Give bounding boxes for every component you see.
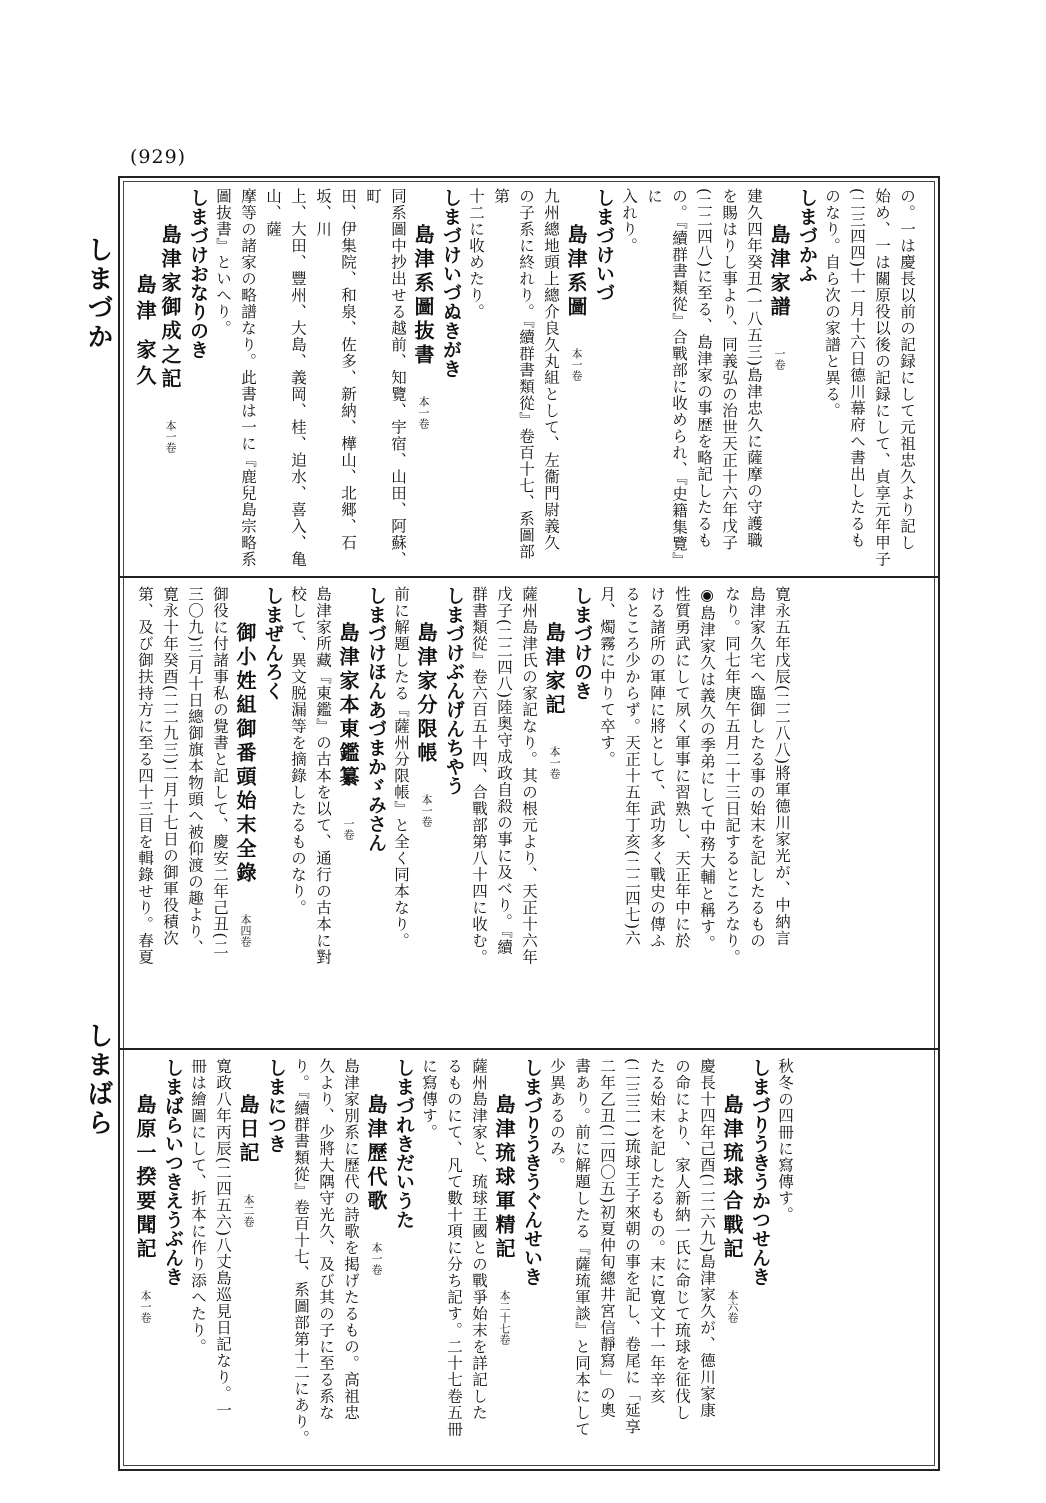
margin-head-bottom: しまばら — [83, 1022, 113, 1138]
text-run: 島津家久宅へ臨御したる事の始末を記したるもの — [748, 586, 766, 949]
text-column — [694, 1058, 719, 1460]
text-column — [894, 188, 919, 568]
text-column — [616, 188, 641, 568]
text-run: しまにつき — [265, 1058, 287, 1153]
entry-reading — [438, 188, 463, 568]
text-run: しまづけおなりのき — [187, 188, 209, 359]
text-column — [360, 188, 410, 568]
text-run: 寛政八年丙辰(二四五六)八丈島巡見日記なり。一 — [214, 1058, 232, 1419]
tier-divider-1 — [118, 576, 940, 578]
text-column — [691, 188, 716, 568]
text-run: に寫傳す。 — [420, 1058, 438, 1141]
text-column — [488, 188, 538, 568]
text-column — [157, 586, 182, 1040]
text-column — [516, 586, 541, 1040]
volume-count: 本一卷 — [370, 1242, 383, 1275]
text-column — [819, 188, 844, 568]
text-run: 九州總地頭上總介良久丸組として、左衞門尉義久 — [542, 188, 560, 551]
entry-reading — [260, 586, 285, 1040]
text-run: しまづけいづぬきがき — [440, 188, 462, 378]
text-run: 御役に付諸事私の覺書と記して、慶安二年己丑(二 — [211, 586, 229, 957]
text-run: しまづりうきうかつせんき — [749, 1058, 771, 1286]
tier-divider-2 — [118, 1048, 940, 1050]
text-run: 島津家別系に歷代の詩歌を掲げたるもの。高祖忠 — [342, 1058, 360, 1421]
text-run: を賜はりし事より、同義弘の治世天正十六年戊子 — [720, 188, 738, 551]
entry-title-text: 島津家譜 — [767, 224, 791, 320]
entry-title — [232, 586, 258, 1040]
text-run: 同系圖中抄出せる越前、知覽、宇宿、山田、阿蘇、町 — [364, 188, 407, 568]
text-column — [441, 1058, 466, 1460]
entry-title-text: 島津家本東鑑纂 — [336, 622, 360, 790]
margin-head-top: しまづか — [83, 236, 113, 352]
volume-count: 本一卷 — [420, 794, 433, 827]
text-run: 久より、少將大隅守光久、及び其の子に至る系な — [317, 1058, 335, 1421]
text-run: しまづれきだいうた — [393, 1058, 415, 1229]
text-column — [619, 586, 644, 1040]
text-run: しまぜんろく — [262, 586, 284, 700]
entry-title-text: 島津家分限帳 — [414, 622, 438, 766]
text-run: 摩等の諸家の略譜なり。此書は一に『鹿兒島宗略系 — [239, 188, 257, 568]
entry-reading — [391, 1058, 416, 1460]
text-run: しまづけいづ — [593, 188, 615, 302]
text-run: の子系に終れり。『續群書類從』卷百十七、系圖部第 — [492, 188, 535, 560]
text-run: 性質勇武にして夙く軍事に習熟し、天正年中に於 — [673, 586, 691, 949]
entry-title-text: 島日記 — [236, 1094, 260, 1166]
text-run: しまづけほんあづまかゞみさん — [365, 586, 387, 852]
text-run: 前に解題したる『薩州分限帳』と全く同本なり。 — [392, 586, 410, 949]
text-column — [285, 586, 310, 1040]
text-run: 薩州島津家と、琉球王國との戰爭始末を詳記した — [470, 1058, 488, 1421]
text-run: 島津家所藏『東鑑』の古本を以て、通行の古本に對 — [314, 586, 332, 966]
text-column — [466, 586, 491, 1040]
text-run: 秋冬の四冊に寫傳す。 — [776, 1058, 794, 1223]
text-run: 冊は繪圖にして、折本に作り添へたり。 — [189, 1058, 207, 1355]
text-run: 薩州島津氏の家記なり。其の根元より、天正十六年 — [520, 586, 538, 966]
text-column — [463, 188, 488, 568]
entry-reading — [185, 188, 210, 568]
volume-count: 本四卷 — [239, 914, 252, 947]
text-column — [641, 188, 691, 568]
text-column — [569, 1058, 594, 1460]
text-column — [235, 188, 260, 568]
entry-title-text: 島津家御成之記 — [158, 224, 182, 392]
text-run: 書あり。前に解題したる『薩琉軍談』と同本にして — [573, 1058, 591, 1438]
text-column — [182, 586, 207, 1040]
entry-title — [563, 188, 589, 568]
entry-title-text: 島津系圖 — [564, 224, 588, 320]
text-column — [769, 586, 794, 1040]
text-run: るところ少からず。天正十五年丁亥(二二四七)六 — [623, 586, 641, 947]
text-run: のなり。自ら次の家譜と異る。 — [823, 188, 841, 419]
text-column — [741, 188, 766, 568]
text-column — [210, 188, 235, 568]
entry-title — [132, 188, 183, 568]
text-run: なり。同七年庚午五月二十三日記するところなり。 — [723, 586, 741, 966]
text-column — [491, 586, 516, 1040]
text-column — [338, 1058, 363, 1460]
text-column — [694, 586, 719, 1040]
text-run: 二年乙丑(二四〇五)初夏仲旬總井宮信靜寫」の奧 — [598, 1058, 616, 1419]
volume-count: 本二卷 — [242, 1194, 255, 1227]
tier-2-columns — [132, 586, 794, 1040]
text-column — [744, 586, 769, 1040]
text-column — [310, 188, 360, 568]
entry-title-text: 島津歷代歌 — [364, 1094, 388, 1214]
entry-title-text: 島津家記 — [542, 622, 566, 718]
text-run: の命により、家人新納一氏に命じて琉球を征伐し — [673, 1058, 691, 1421]
text-column — [644, 1058, 669, 1460]
text-run: 圖抜書』といへり。 — [214, 188, 232, 337]
text-column — [210, 1058, 235, 1460]
text-column — [466, 1058, 491, 1460]
volume-count: 一卷 — [342, 818, 355, 840]
entry-title-text: 島原一揆要聞記 — [133, 1094, 157, 1262]
entry-reading — [441, 586, 466, 1040]
text-run: たる始末を記したるもの。末に寛文十一年辛亥 — [648, 1058, 666, 1405]
tier-1 — [124, 182, 934, 574]
entry-reading — [263, 1058, 288, 1460]
entry-title — [541, 586, 567, 1040]
text-column — [416, 1058, 441, 1460]
text-run: ◉島津家久は義久の季弟にして中務大輔と稱す。 — [698, 586, 716, 952]
text-column — [185, 1058, 210, 1460]
text-run: 慶長十四年己酉(二二六九)島津家久が、德川家康 — [698, 1058, 716, 1419]
text-run: (二三三一)琉球王子來朝の事を記し、卷尾に「延享 — [623, 1058, 641, 1436]
entry-reading — [591, 188, 616, 568]
volume-count: 本一卷 — [164, 420, 177, 453]
text-column — [594, 1058, 619, 1460]
text-run: 月、燭霧に中りて卒す。 — [598, 586, 616, 768]
text-run: 校して、異文脱漏等を摘錄したるものなり。 — [289, 586, 307, 916]
text-run: しまづけのき — [571, 586, 593, 700]
text-column — [772, 1058, 797, 1460]
text-column — [669, 586, 694, 1040]
text-column — [619, 1058, 644, 1460]
text-run: 入れり。 — [620, 188, 638, 254]
entry-title-text: 御小姓組御番頭始末全錄 — [233, 622, 257, 886]
text-run: しまばらいつきえうぶんき — [162, 1058, 184, 1286]
text-run: (二三四四)十一月十六日德川幕府へ書出したるも — [848, 188, 866, 549]
text-column — [538, 188, 563, 568]
text-column — [844, 188, 869, 568]
text-column — [869, 188, 894, 568]
text-run: 建久四年癸丑(一八五三)島津忠久に薩摩の守護職 — [745, 188, 763, 549]
entry-title — [766, 188, 792, 568]
tier-3 — [124, 1052, 934, 1466]
text-run: ける諸所の軍陣に將として、武功多く戰史の傳ふ — [648, 586, 666, 949]
text-column — [544, 1058, 569, 1460]
entry-reading — [794, 188, 819, 568]
text-column — [310, 586, 335, 1040]
entry-reading — [160, 1058, 185, 1460]
volume-count: 本一卷 — [548, 746, 561, 779]
tier-3-columns — [132, 1058, 797, 1460]
entry-title — [491, 1058, 517, 1460]
text-run: しまづかふ — [796, 188, 818, 283]
entry-title — [413, 586, 439, 1040]
page-number: (929) — [130, 146, 187, 168]
author-name: 島津 家久 — [133, 274, 157, 391]
text-run: の。一は慶長以前の記録にして元祖忠久より記し — [898, 188, 916, 551]
volume-count: 本一卷 — [417, 396, 430, 429]
volume-count: 本二十七卷 — [498, 1290, 511, 1345]
text-column — [388, 586, 413, 1040]
text-column — [260, 188, 310, 568]
tier-1-columns — [132, 188, 919, 568]
text-column — [669, 1058, 694, 1460]
text-run: るものにて、凡て數十項に分ち記す。二十七卷五冊 — [445, 1058, 463, 1438]
entry-title — [335, 586, 361, 1040]
text-column — [132, 586, 157, 1040]
entry-reading — [363, 586, 388, 1040]
text-column — [288, 1058, 313, 1460]
text-column — [719, 586, 744, 1040]
entry-title — [410, 188, 436, 568]
text-run: の。『續群書類從』合戰部に收められ、『史籍集覽』に — [645, 188, 688, 561]
text-run: り。『續群書類從』卷百十七、系圖部第十二にあり。 — [292, 1058, 310, 1447]
tier-2 — [124, 580, 934, 1046]
entry-title — [132, 1058, 158, 1460]
text-run: 寛永十年癸酉(二二九三)二月十七日の御軍役積次 — [161, 586, 179, 947]
text-run: 始め、一は關原役以後の記録にして、貞享元年甲子 — [873, 188, 891, 568]
volume-count: 一卷 — [773, 348, 786, 370]
entry-reading — [569, 586, 594, 1040]
entry-title-text: 島津系圖抜書 — [411, 224, 435, 368]
text-run: 寛永五年戊辰(二二八八)將軍德川家光が、中納言 — [773, 586, 791, 947]
text-run: 群書類從』卷六百五十四、合戰部第八十四に收む。 — [470, 586, 488, 966]
text-run: 少異あるのみ。 — [548, 1058, 566, 1174]
text-column — [644, 586, 669, 1040]
entry-title-text: 島津琉球合戰記 — [720, 1094, 744, 1262]
text-run: (二二四八)に至る、島津家の事歴を略記したるも — [695, 188, 713, 549]
entry-title — [719, 1058, 745, 1460]
text-run: 十二に收めたり。 — [467, 188, 485, 320]
text-run: しまづりうきうぐんせいき — [521, 1058, 543, 1286]
text-column — [207, 586, 232, 1040]
volume-count: 本一卷 — [570, 348, 583, 381]
entry-reading — [747, 1058, 772, 1460]
text-run: 三〇九)三月十日總御旗本物頭へ被仰渡の趣より、 — [186, 586, 204, 957]
text-column — [594, 586, 619, 1040]
text-run: 第、及び御扶持方に至る四十三目を輯錄せり。春夏 — [136, 586, 154, 966]
volume-count: 本六卷 — [726, 1290, 739, 1323]
volume-count: 本一卷 — [139, 1290, 152, 1323]
entry-title-text: 島津琉球軍精記 — [492, 1094, 516, 1262]
text-column — [313, 1058, 338, 1460]
text-run: 上、大田、豐州、大島、義岡、桂、迫水、喜入、亀山、薩 — [264, 188, 307, 568]
text-column — [716, 188, 741, 568]
text-run: しまづけぶんげんちやう — [443, 586, 465, 795]
entry-title — [235, 1058, 261, 1460]
text-run: 田、伊集院、和泉、佐多、新納、樺山、北郷、石坂、川 — [314, 188, 357, 551]
text-run: 戊子(二二四八)陸奥守成政自殺の事に及べり。『續 — [495, 586, 513, 956]
entry-reading — [519, 1058, 544, 1460]
entry-title — [363, 1058, 389, 1460]
